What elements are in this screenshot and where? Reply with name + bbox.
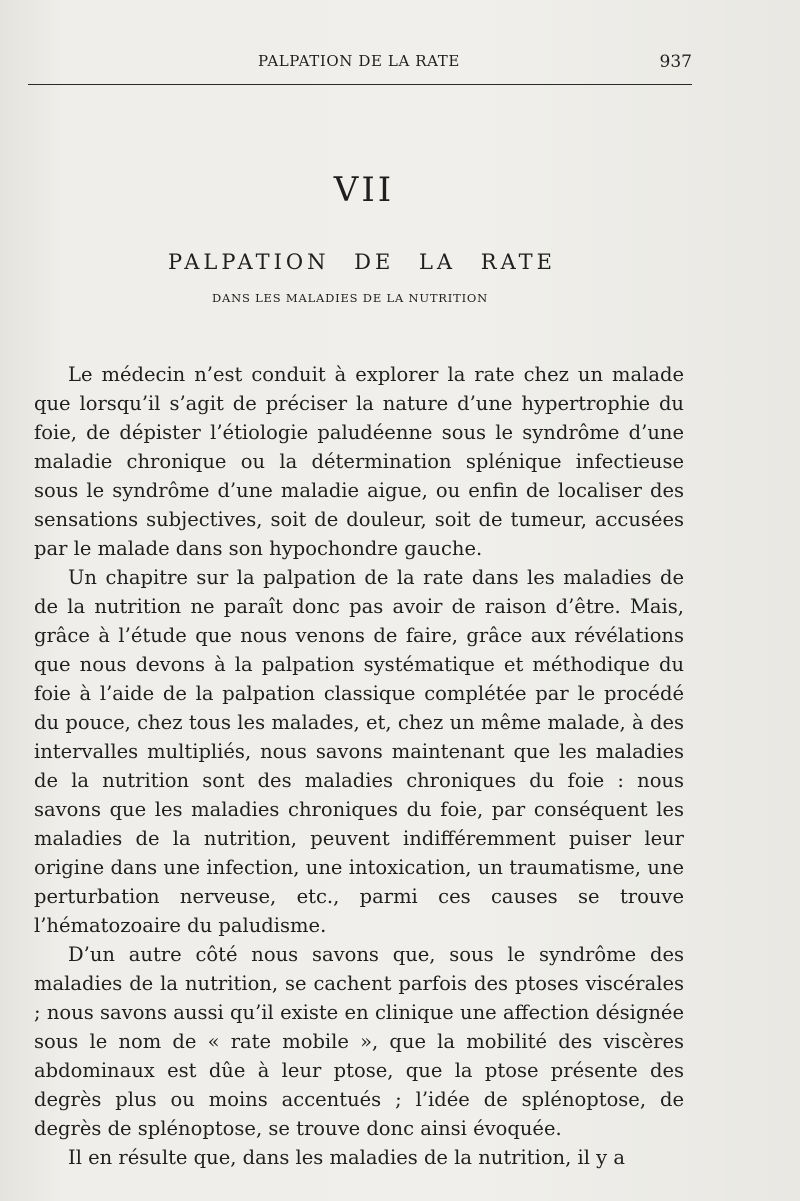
running-head	[30, 52, 692, 76]
header-rule	[28, 84, 692, 85]
running-title: PALPATION DE LA RATE	[258, 52, 460, 70]
chapter-number: VII	[333, 170, 395, 210]
chapter-subtitle: DANS LES MALADIES DE LA NUTRITION	[212, 291, 488, 305]
body-text	[34, 360, 684, 1172]
paragraph: Il en résulte que, dans les maladies de la nutrition, il y a	[68, 1146, 626, 1169]
paragraph: Le médecin n’est conduit à explorer la rate chez un malade que lorsqu’il s’agit de préciser la nature d’une hypertrophie du foie, de dépister l’étiologie paludéenne sous le syndrôme d’une maladie chronique ou la détermination splénique infectieuse sous le syndrôme d’une maladie aigue, ou enfin de localiser des sensations subjectives, soit de douleur, soit de tumeur, accusées par le malade dans son hypochondre gauche.	[34, 363, 684, 560]
paragraph: D’un autre côté nous savons que, sous le syndrôme des maladies de la nutrition, se cachent parfois des ptoses viscérales ; nous savons aussi qu’il existe en clinique une affection désignée sous le nom de « rate mobile », que la mobilité des viscères abdominaux est dûe à leur ptose, que la ptose présente des degrès plus ou moins accentués ; l’idée de splénoptose, de degrès de splénoptose, se trouve donc ainsi évoquée.	[34, 943, 684, 1140]
page-number: 937	[659, 52, 692, 72]
paragraph: Un chapitre sur la palpation de la rate dans les maladies de de la nutrition ne paraît donc pas avoir de raison d’être. Mais, grâce à l’étude que nous venons de faire, grâce aux révélations que nous devons à la palpation systématique et méthodique du foie à l’aide de la palpation classique complétée par le procédé du pouce, chez tous les malades, et, chez un même malade, à des intervalles multipliés, nous savons maintenant que les maladies de la nutrition sont des maladies chroniques du foie : nous savons que les maladies chroniques du foie, par conséquent les maladies de la nutrition, peuvent indifféremment puiser leur origine dans une infection, une intoxication, un traumatisme, une perturbation nerveuse, etc., parmi ces causes se trouve l’hématozoaire du paludisme.	[34, 566, 684, 937]
chapter-title: PALPATION DE LA RATE	[168, 250, 556, 274]
